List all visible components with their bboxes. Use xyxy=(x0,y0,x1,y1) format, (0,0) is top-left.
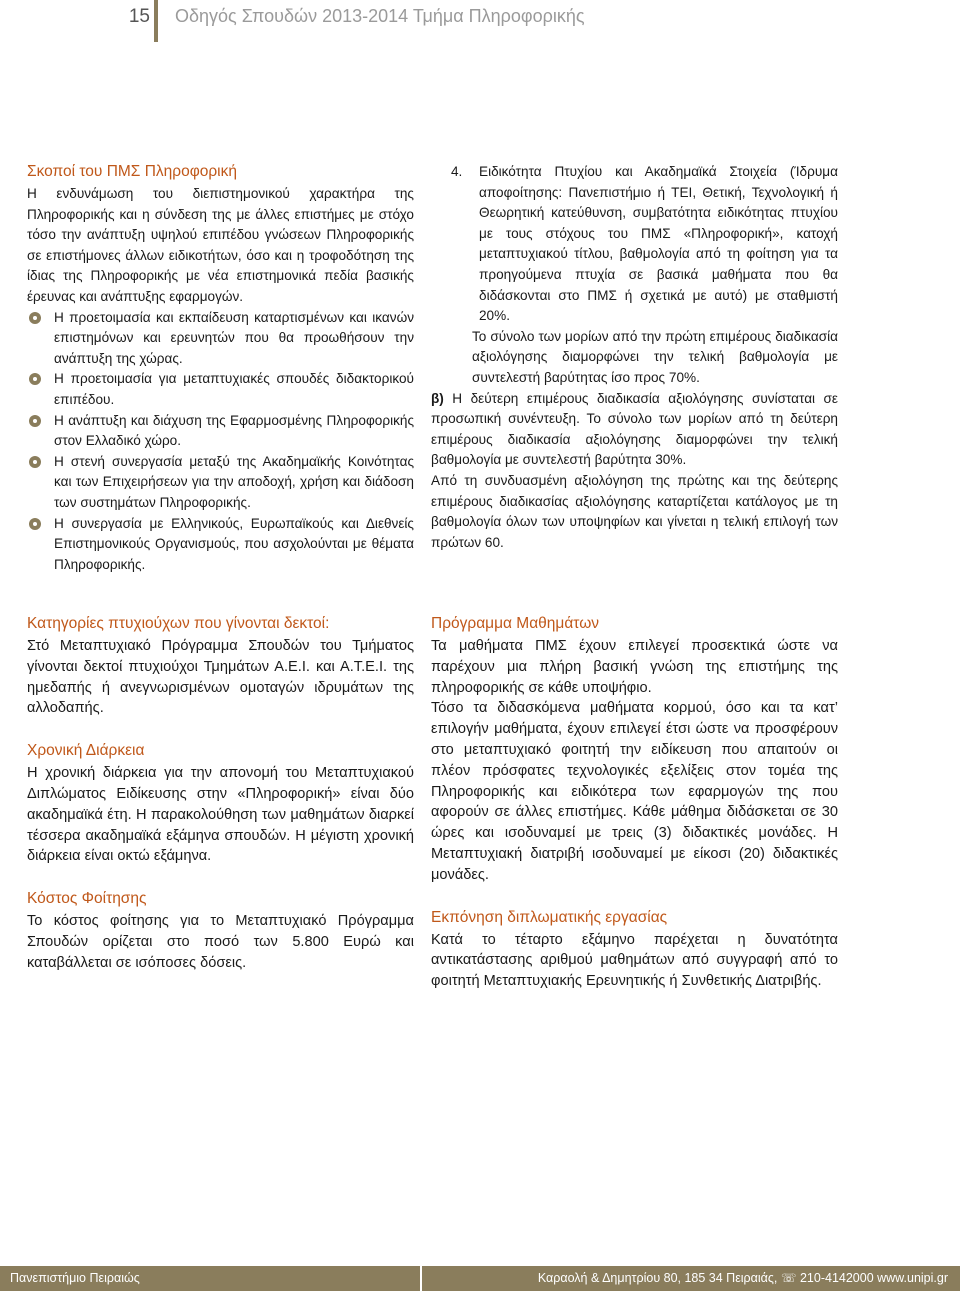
page-header xyxy=(0,0,960,40)
program-heading: Πρόγραμμα Μαθημάτων xyxy=(431,615,600,632)
left-column-top xyxy=(27,162,414,575)
list-item: Η στενή συνεργασία μεταξύ της Ακαδημαϊκής Κοινότητας και των Επιχειρήσεων για την αποδοχή, χρήση και διάδοση των συστημάτων Πληροφορικής. xyxy=(27,452,414,514)
header-divider xyxy=(154,0,158,42)
right-column-bottom xyxy=(431,614,838,992)
second-stage-paragraph: β) Η δεύτερη επιμέρους διαδικασία αξιολόγησης συνίσταται σε προσωπική συνέντευξη. Το σύνολο των μορίων από τη δεύτερη επιμέρους διαδικασία αξιολόγησης διαμορφώνει την τελική βαθμολογία με συντελεστή βαρύτητα 30%. xyxy=(431,390,838,468)
bullet-icon xyxy=(29,415,41,427)
bullet-icon xyxy=(29,373,41,385)
footer-university: Πανεπιστήμιο Πειραιώς xyxy=(10,1271,140,1285)
thesis-heading: Εκπόνηση διπλωματικής εργασίας xyxy=(431,908,668,926)
left-column-bottom xyxy=(27,614,414,974)
first-stage-summary: Το σύνολο των μορίων από την πρώτη επιμέρους διαδικασία αξιολόγησης διαμορφώνει την τελική βαθμολογία με συντελεστή βαρύτητας ίσο προς 70%. xyxy=(472,328,838,385)
list-item: Η συνεργασία με Ελληνικούς, Ευρωπαϊκούς και Διεθνείς Επιστημονικούς Οργανισμούς, που ασχολούνται με θέματα Πληροφορικής. xyxy=(27,514,414,576)
combined-evaluation: Από τη συνδυασμένη αξιολόγηση της πρώτης και της δεύτερης επιμέρους διαδικασίας αξιολόγησης καταρτίζεται κατάλογος με τη βαθμολογία όλων των υποψηφίων και γίνεται η τελική επιλογή των πρώτων 60. xyxy=(431,472,838,550)
list-item: Η προετοιμασία για μεταπτυχιακές σπουδές διδακτορικού επιπέδου. xyxy=(27,369,414,410)
page-number: 15 xyxy=(128,6,150,27)
criterion-number: 4. xyxy=(451,164,463,179)
cost-heading: Κόστος Φοίτησης xyxy=(27,890,147,908)
duration-text: Η χρονική διάρκεια για την απονομή του Μεταπτυχιακού Διπλώματος Ειδίκευσης στην «Πληροφορική» είναι δύο ακαδημαϊκά έτη. Η παρακολούθηση των μαθημάτων διαρκεί τέσσερα ακαδημαϊκά εξάμηνα σπουδών. Η μέγιστη χρονική διάρκεια είναι οκτώ εξάμηνα. xyxy=(27,765,414,865)
footer-divider xyxy=(420,1266,422,1291)
beta-label: β) xyxy=(431,390,444,406)
bullet-icon xyxy=(29,518,41,530)
duration-heading: Χρονική Διάρκεια xyxy=(27,742,145,760)
criterion-text: Ειδικότητα Πτυχίου και Ακαδημαϊκά Στοιχεία (Ίδρυμα αποφοίτησης: Πανεπιστήμιο ή ΤΕΙ, Θετική, Τεχνολογική ή Θεωρητική κατεύθυνση, συμβατότητα ειδικότητας πτυχίου με τους στόχους του ΠΜΣ «Πληροφορική», κατοχή μεταπτυχιακού τίτλου, βαθμολογία από τη φοίτηση για τα προηγούμενα πτυχία σε βασικά μαθήματα που θα διδάσκονται στο ΠΜΣ ή σχετικά με αυτό) με σταθμιστή 20%. xyxy=(479,164,838,324)
page-footer xyxy=(0,1266,960,1291)
list-item: Η προετοιμασία και εκπαίδευση καταρτισμένων και ικανών επιστημόνων και ερευνητών που θα προωθήσουν την ανάπτυξη της χώρας. xyxy=(27,308,414,370)
criterion-4 xyxy=(451,162,838,327)
bullet-icon xyxy=(29,456,41,468)
aims-intro: Η ενδυνάμωση του διεπιστημονικού χαρακτήρα της Πληροφορικής και η σύνδεση της με άλλες επιστήμες με στόχο τόσο την ανάπτυξη υψηλού επιπέδου γνώσεων Πληροφορικής σε επιστήμονες άλλων ειδικοτήτων, όσο και η τροφοδότηση της ίδιας της Πληροφορικής με νέα επιστημονικά πεδία βασικής έρευνας και ανάπτυξης εφαρμογών. xyxy=(27,186,414,304)
categories-heading: Κατηγορίες πτυχιούχων που γίνονται δεκτοί: xyxy=(27,615,330,632)
right-column-top xyxy=(431,162,838,553)
bullet-icon xyxy=(29,312,41,324)
aims-bullet-list xyxy=(27,308,414,576)
aims-heading: Σκοποί του ΠΜΣ Πληροφορική xyxy=(27,163,237,180)
categories-text: Στό Μεταπτυχιακό Πρόγραμμα Σπουδών του Τμήματος γίνονται δεκτοί πτυχιούχοι Τμημάτων Α.Ε.Ι. και Α.Τ.Ε.Ι. της ημεδαπής ή ανεγνωρισμένων ομοταγών ιδρυμάτων της αλλοδαπής. xyxy=(27,638,414,717)
footer-contact: Καραολή & Δημητρίου 80, 185 34 Πειραιάς, ☏ 210-4142000 www.unipi.gr xyxy=(537,1271,948,1285)
program-text-1: Τα μαθήματα ΠΜΣ έχουν επιλεγεί προσεκτικά ώστε να παρέχουν μια πλήρη βασική γνώση της επιστήμης της πληροφορικής σε κάθε υποψήφιο. xyxy=(431,638,838,696)
cost-text: Το κόστος φοίτησης για το Μεταπτυχιακό Πρόγραμμα Σπουδών ορίζεται στο ποσό των 5.800 Ευρώ και καταβάλλεται σε ισόποσες δόσεις. xyxy=(27,913,414,971)
thesis-text: Κατά το τέταρτο εξάμηνο παρέχεται η δυνατότητα αντικατάστασης αριθμού μαθημάτων από συγγραφή από το φοιτητή Μεταπτυχιακής Ερευνητικής ή Συνθετικής Διατριβής. xyxy=(431,931,838,990)
header-title: Οδηγός Σπουδών 2013-2014 Τμήμα Πληροφορικής xyxy=(175,6,585,26)
list-item: Η ανάπτυξη και διάχυση της Εφαρμοσμένης Πληροφορικής στον Ελλαδικό χώρο. xyxy=(27,411,414,452)
program-text-2: Τόσο τα διδασκόμενα μαθήματα κορμού, όσο και τα κατ’ επιλογήν μαθήματα, έχουν επιλεγεί έτσι ώστε να προσφέρουν στο μεταπτυχιακό φοιτητή την ειδίκευση που απαιτούν οι πλέον πρόσφατες τεχνολογικές εξελίξεις στον τομέα της Πληροφορικής και ειδικότερα των εφαρμογών της που αφορούν σε άλλες επιστήμες. Κάθε μάθημα διδάσκεται σε 30 ώρες και ισοδυναμεί με τρεις (3) διδακτικές μονάδες. Η Μεταπτυχιακή διατριβή ισοδυναμεί με είκοσι (20) διδακτικές μονάδες. xyxy=(431,700,838,883)
